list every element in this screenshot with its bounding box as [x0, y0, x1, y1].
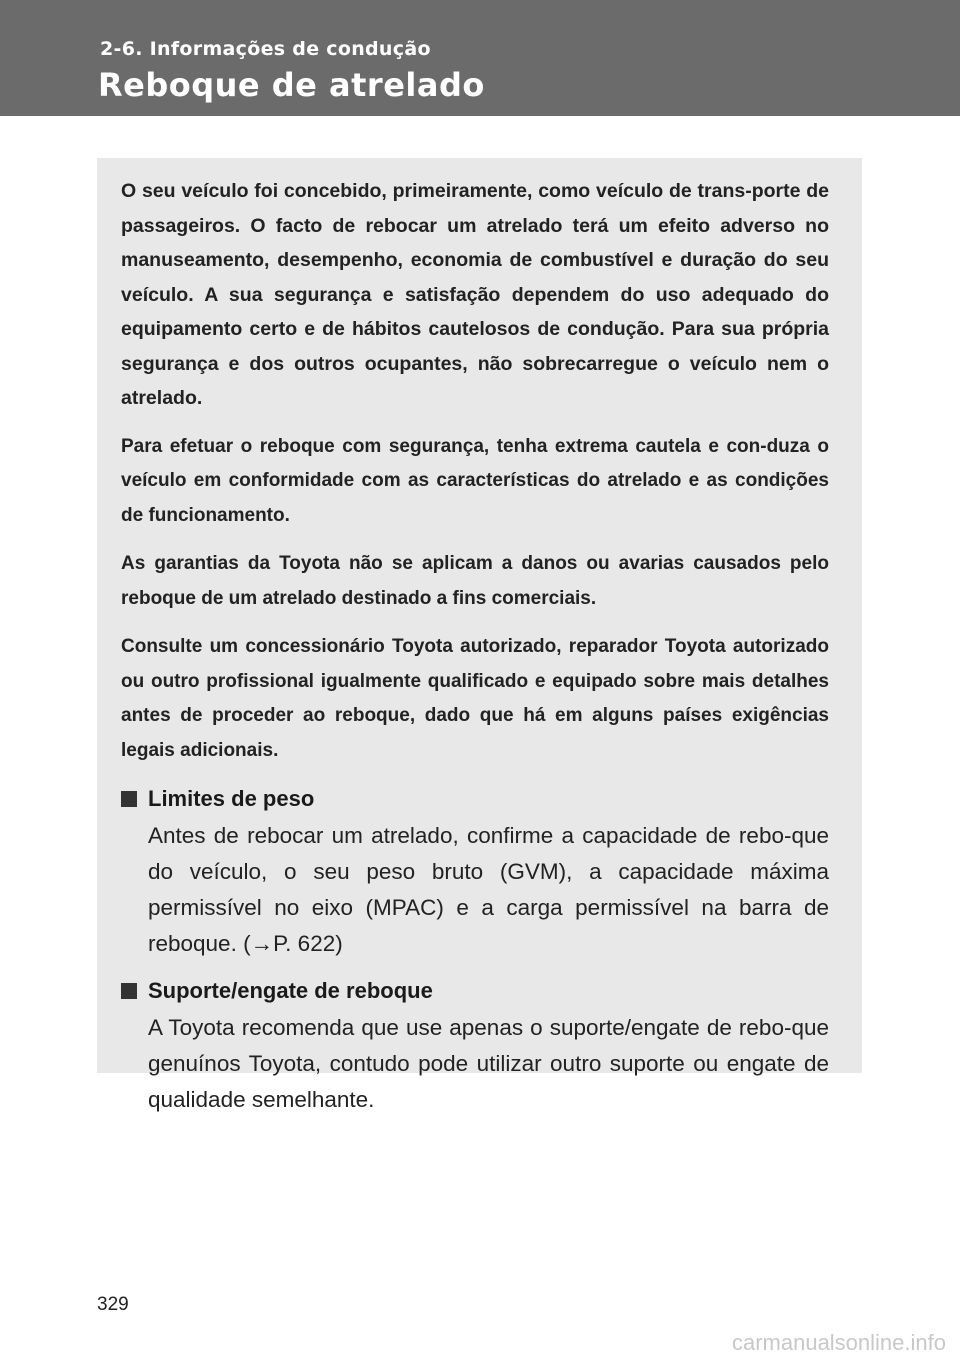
header-bar	[0, 0, 960, 116]
watermark: carmanualsonline.info	[731, 1330, 946, 1355]
section-weight-limits	[121, 782, 829, 962]
page-number: 329	[97, 1294, 129, 1315]
section-body: Antes de rebocar um atrelado, confirme a capacidade de rebo-que do veículo, o seu peso bruto (GVM), a capacidade máxima permissível no eixo (MPAC) e a carga permissível na barra de reboque. (→P. 622)	[148, 823, 829, 956]
intro-paragraph: Consulte um concessionário Toyota autorizado, reparador Toyota autorizado ou outro profissional igualmente qualificado e equipado sobre mais detalhes antes de proceder ao reboque, dado que há em alguns países exigências legais adicionais.	[121, 636, 829, 761]
square-bullet-icon	[121, 791, 137, 807]
section-heading-text: Suporte/engate de reboque	[148, 978, 433, 1003]
section-label: 2-6. Informações de condução	[100, 38, 431, 60]
section-heading-text: Limites de peso	[148, 786, 315, 811]
section-body: A Toyota recomenda que use apenas o suporte/engate de rebo-que genuínos Toyota, contudo pode utilizar outro suporte ou engate de qualidade semelhante.	[148, 1015, 829, 1112]
content-box	[97, 158, 862, 1112]
square-bullet-icon	[121, 983, 137, 999]
page-title: Reboque de atrelado	[98, 66, 485, 104]
intro-text	[121, 174, 829, 768]
intro-paragraph: O seu veículo foi concebido, primeiramente, como veículo de trans-porte de passageiros. O facto de rebocar um atrelado terá um efeito adverso no manuseamento, desempenho, economia de combustível e duração do seu veículo. A sua segurança e satisfação dependem do uso adequado do equipamento certo e de hábitos cautelosos de condução. Para sua própria segurança e dos outros ocupantes, não sobrecarregue o veículo nem o atrelado.	[121, 180, 829, 409]
section-towing-hitch	[121, 974, 829, 1118]
intro-paragraph: As garantias da Toyota não se aplicam a danos ou avarias causados pelo reboque de um atrelado destinado a fins comerciais.	[121, 553, 829, 609]
intro-paragraph: Para efetuar o reboque com segurança, tenha extrema cautela e con-duza o veículo em conformidade com as características do atrelado e as condições de funcionamento.	[121, 435, 829, 526]
section-heading	[121, 782, 829, 816]
section-heading	[121, 974, 829, 1008]
